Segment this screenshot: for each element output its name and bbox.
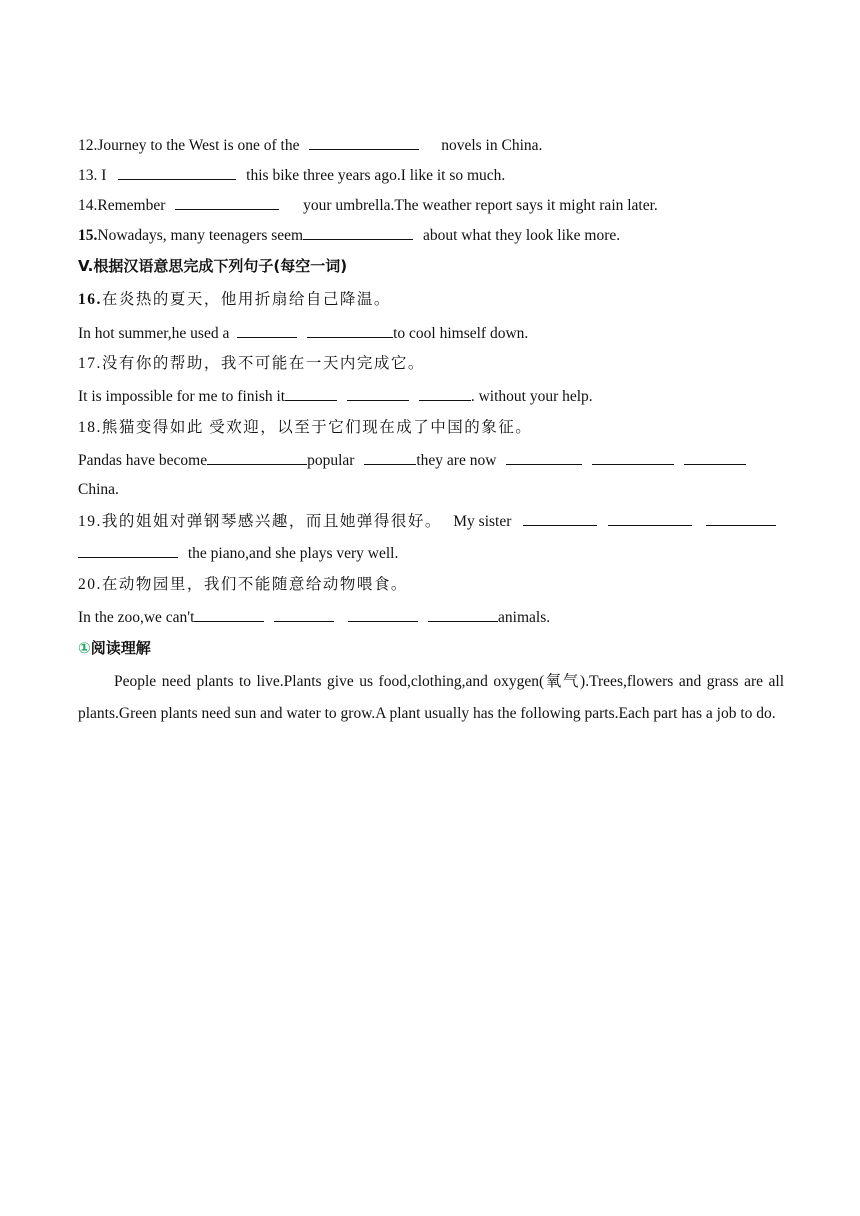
section-title: V.根据汉语意思完成下列句子(每空一词) <box>78 257 348 275</box>
answer-blank[interactable] <box>592 450 674 465</box>
question-text: Remember <box>97 197 166 214</box>
answer-blank[interactable] <box>348 607 418 622</box>
answer-blank[interactable] <box>684 450 746 465</box>
question-text: this bike three years ago.I like it so much. <box>246 167 506 184</box>
answer-blank[interactable] <box>307 323 393 338</box>
answer-blank[interactable] <box>274 607 334 622</box>
answer-blank[interactable] <box>285 386 337 401</box>
question-number: 15. <box>78 227 98 244</box>
answer-blank[interactable] <box>118 165 236 180</box>
question-18-chinese: 18.熊猫变得如此 受欢迎，以至于它们现在成了中国的象征。 <box>78 419 533 436</box>
question-20-chinese: 20.在动物园里，我们不能随意给动物喂食。 <box>78 576 408 593</box>
question-number: 12 <box>78 137 94 154</box>
question-number: 13 <box>78 167 94 184</box>
question-14 <box>78 195 658 216</box>
question-text: they are now <box>416 452 497 469</box>
question-text: to cool himself down. <box>393 325 529 342</box>
question-text: .Journey to the West is one of the <box>93 137 300 154</box>
question-15 <box>78 225 620 246</box>
answer-blank[interactable] <box>364 450 416 465</box>
question-text: . I <box>93 167 107 184</box>
chinese-sentence: 在炎热的夏天，他用折扇给自己降温。 <box>101 291 391 308</box>
question-text: It is impossible for me to finish it <box>78 388 286 405</box>
question-number: 16. <box>78 291 102 308</box>
question-18-continued: China. <box>78 481 119 498</box>
question-17-english <box>78 386 593 407</box>
answer-blank[interactable] <box>706 511 776 526</box>
answer-blank[interactable] <box>428 607 498 622</box>
question-number: 14. <box>78 197 98 214</box>
question-text: novels in China. <box>441 137 543 154</box>
question-19-english <box>78 543 398 564</box>
answer-blank[interactable] <box>523 511 597 526</box>
question-text: about what they look like more. <box>422 227 621 244</box>
reading-section-title <box>78 638 151 658</box>
reading-title: 阅读理解 <box>90 639 151 657</box>
question-20-english <box>78 607 550 628</box>
answer-blank[interactable] <box>309 135 419 150</box>
answer-blank[interactable] <box>608 511 692 526</box>
question-text: My sister <box>453 513 512 530</box>
question-text: your umbrella.The weather report says it might rain later. <box>303 197 658 214</box>
question-text: In the zoo,we can't <box>78 609 195 626</box>
question-17-chinese: 17.没有你的帮助，我不可能在一天内完成它。 <box>78 355 425 372</box>
answer-blank[interactable] <box>303 225 413 240</box>
question-text: the piano,and she plays very well. <box>187 545 399 562</box>
chinese-sentence: 19.我的姐姐对弹钢琴感兴趣，而且她弹得很好。 <box>78 513 442 530</box>
answer-blank[interactable] <box>419 386 471 401</box>
answer-blank[interactable] <box>347 386 409 401</box>
question-19 <box>78 511 776 532</box>
question-16-chinese <box>78 290 391 310</box>
question-12 <box>78 135 542 156</box>
question-text: animals. <box>498 609 551 626</box>
answer-blank[interactable] <box>237 323 297 338</box>
answer-blank[interactable] <box>207 450 307 465</box>
answer-blank[interactable] <box>175 195 279 210</box>
question-13 <box>78 165 505 186</box>
question-text: Nowadays, many teenagers seem <box>97 227 304 244</box>
answer-blank[interactable] <box>194 607 264 622</box>
question-text: . without your help. <box>470 388 593 405</box>
question-text: popular <box>307 452 355 469</box>
answer-blank[interactable] <box>78 543 178 558</box>
circled-number-marker: ① <box>78 639 91 657</box>
question-text: In hot summer,he used a <box>78 325 230 342</box>
question-text: Pandas have become <box>78 452 208 469</box>
question-16-english <box>78 323 528 344</box>
answer-blank[interactable] <box>506 450 582 465</box>
question-18-english <box>78 450 746 471</box>
reading-paragraph: People need plants to live.Plants give us food,clothing,and oxygen(氧气).Trees,flowers and grass are all plants.Green plants need sun and water to grow.A plant usually has the following parts.Each part has a job to do. <box>78 673 784 722</box>
